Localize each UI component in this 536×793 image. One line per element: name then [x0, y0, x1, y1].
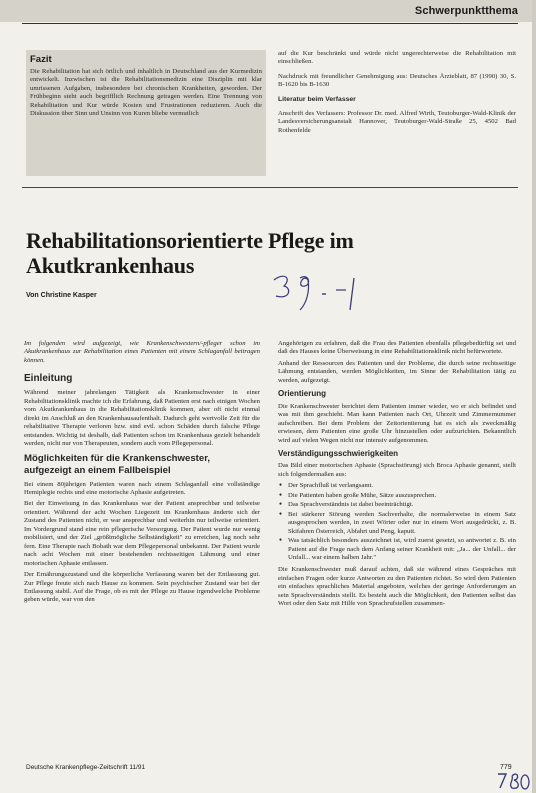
heading-einleitung: Einleitung — [24, 373, 73, 385]
previous-article-tail — [278, 50, 516, 141]
paragraph-case-course: Bei der Einweisung in das Krankenhaus war der Patient ansprechbar und teilweise orientiert. Während der acht Wochen Liegezeit im Krankenhaus änderte sich der Zustand des Patienten nicht, er war ansprechbar und weiterhin nur teilweise orientiert. Im Vordergrund stand eine rein pflegerische Versorgung. Der Patient wurde nur wenig mobilisiert, und der Ziel „größtmögliche Selbständigkeit" zu erreichen, lag noch sehr fern. Eine Therapie nach Bobath war dem Pflegepersonal unbekannt. Der Patient wurde nach acht Wochen mit einer bestehenden rechtsseitigen Lähmung und einer motorischen Aphasie entlassen. — [24, 500, 260, 567]
journal-footer: Deutsche Krankenpflege-Zeitschrift 11/91 — [26, 764, 146, 771]
scan-edge — [532, 0, 536, 793]
author-address: Anschrift des Verfassers: Professor Dr. med. Alfred Wirth, Teutoburger-Wald-Klinik der Landesversicherungsanstalt Hannover, Teutoburger-Wald-Straße 25, 4502 Bad Rothenfelde — [278, 110, 516, 134]
article-column-left — [24, 340, 260, 608]
list-item: ● Das Sprachverständnis ist dabei beeinträchtigt. — [288, 501, 516, 509]
paragraph-case-intro: Bei einem 80jährigen Patienten waren nach einem Schlaganfall eine vollständige Hemiplegie rechts und eine motorische Aphasie aufgetreten. — [24, 480, 260, 496]
paragraph-resources: Anhand der Ressourcen des Patienten und der Probleme, die durch seine rechtsseitige Lähmung entstanden, werden Möglichkeiten, im Sinne der Rehabilitation tätig zu werden, aufgezeigt. — [278, 359, 516, 384]
header-rule — [22, 23, 518, 24]
aphasia-symptom-list — [278, 482, 516, 562]
list-item: ● Der Sprachfluß ist verlangsamt. — [288, 482, 516, 490]
reprint-note: Nachdruck mit freundlicher Genehmigung aus: Deutsches Ärzteblatt, 87 (1990) 30, S. B-1620 bis B-1630 — [278, 72, 516, 89]
paragraph-aphasia-intro: Das Bild einer motorischen Aphasie (Sprachstörung) sich Broca Aphasie genannt, stellt sich folgendermaßen aus: — [278, 462, 516, 478]
heading-moeglichkeiten: Möglichkeiten für die Krankenschwester, aufgezeigt an einem Fallbeispiel — [24, 452, 211, 476]
heading-verstaendigung: Verständigungsschwierigkeiten — [278, 448, 399, 458]
paragraph-communication: Die Krankenschwester muß darauf achten, daß sie während eines Gespräches mit einfachen Fragen oder kurze Antworten zu den Patienten richtet. So wird dem Patienten ein einfaches sprachliches Material angeboten, welches der geringe Anforderungen an sein Sprachverständnis stellt. Es besteht auch die Möglichkeit, den Patienten selbst das Wort oder den Satz mit Hilfe von Sprachrufstellen zusammen- — [278, 566, 516, 608]
previous-article-ending: auf die Kur beschränkt und würde nicht ungerechterweise die Rehabilitation mit einschließen. — [278, 50, 516, 66]
summary-box-title: Fazit — [30, 54, 52, 65]
article-column-right — [278, 340, 516, 612]
list-item: ● Was tatsächlich besonders auszeichnet ist, wird zuerst gesetzt, so antwortet z. B. ein Patient auf die Frage nach dem Anfang seiner Krankheit mit: „Ja... der Unfall... der Unfall... war einem halben Jahr." — [288, 537, 516, 562]
list-item: ● Die Patienten haben große Mühe, Sätze auszusprechen. — [288, 492, 516, 500]
summary-box-text: Die Rehabilitation hat sich örtlich und inhaltlich in Deutschland aus der Kurmedizin entwickelt. Inzwischen ist die Rehabilitationsmedizin eine Disziplin mit klar umrissenen Aufgaben, insbesondere bei chronischen Krankheiten, geworden. Der Frühbeginn steht auch begrifflich Rechnung getragen werden. Eine Trennung von Rehabilitation und Kur würde Kosten und Frustrationen reduzieren. Auch die Diskussion über Sinn und Unsinn von Kuren bliebe vermutlich — [30, 68, 262, 118]
handwritten-page-number — [494, 770, 532, 792]
handwritten-annotation — [270, 270, 390, 320]
section-label: Schwerpunktthema — [414, 5, 518, 17]
article-title: Rehabilitationsorientierte Pflege im Akutkrankenhaus — [26, 228, 354, 278]
article-byline: Von Christine Kasper — [26, 292, 97, 299]
paragraph-relatives: Angehörigen zu erfahren, daß die Frau des Patienten ebenfalls pflegebedürftig sei und daß des Hauses keine Überweisung in eine Rehabilitationsklinik nicht befürwortete. — [278, 340, 516, 356]
list-item: ● Bei stärkerer Störung werden Sachverhalte, die normalerweise in einem Satz ausgesprochen werden, in zwei Wörter oder nur in einem Wort ausgedrückt, z. B. Skifahren Österreich, Abfahrt und Peng, kaputt. — [288, 511, 516, 536]
article-lead: Im folgenden wird aufgezeigt, wie Krankenschwestern/-pfleger schon im Akutkrankenhaus zur Rehabilitation eines Patienten mit einem Schlaganfall beitragen können. — [24, 340, 260, 364]
page-number: 779 — [500, 764, 512, 771]
heading-orientierung: Orientierung — [278, 389, 327, 399]
article-divider — [22, 187, 518, 188]
literature-note: Literatur beim Verfasser — [278, 95, 356, 103]
paragraph-case-discharge: Der Ernährungszustand und die körperliche Verfassung waren bei der Entlassung gut. Zur Pflege freute sich nach Hause zu kommen. Sein psychischer Zustand war bei der Entlassung stabil. Auf die Frage, ob es mit der Pflege zu Hause irgendwelche Probleme geben würde, war von den — [24, 571, 260, 604]
paragraph-einleitung: Während meiner jahrelangen Tätigkeit als Krankenschwester in einer Rehabilitationsklinik machte ich die Erfahrung, daß Patienten erst nach einigen Wochen vom Akutkrankenhaus in die Rehabilitationsklinik kommen, aber oft nicht einmal direkt im Anschluß an den Krankenhausaufenthalt. Dadurch geht wertvolle Zeit für die rehabilitative Therapie verloren bzw. sind evtl. schon Schäden durch falsche Pflege entstanden. Wichtig ist deshalb, daß Patienten schon im Krankenhaus gezielt behandelt werden, nicht nur von Therapeuten, sondern auch vom Pflegepersonal. — [24, 389, 260, 448]
paragraph-orientierung: Die Krankenschwester berichtet dem Patienten immer wieder, wo er sich befindet und was mit ihm geschieht. Man kann Patienten nach Ort, Uhrzeit und Zimmernummer aufschreiben. Bei dem Problem der Zeitorientierung hat es sich als zweckmäßig erwiesen, dem Patienten eine große Uhr hinzustellen oder aufzurichten. Bekanntlich wird auf vielen Wegen nicht nur intensiv aufgenommen. — [278, 402, 516, 444]
